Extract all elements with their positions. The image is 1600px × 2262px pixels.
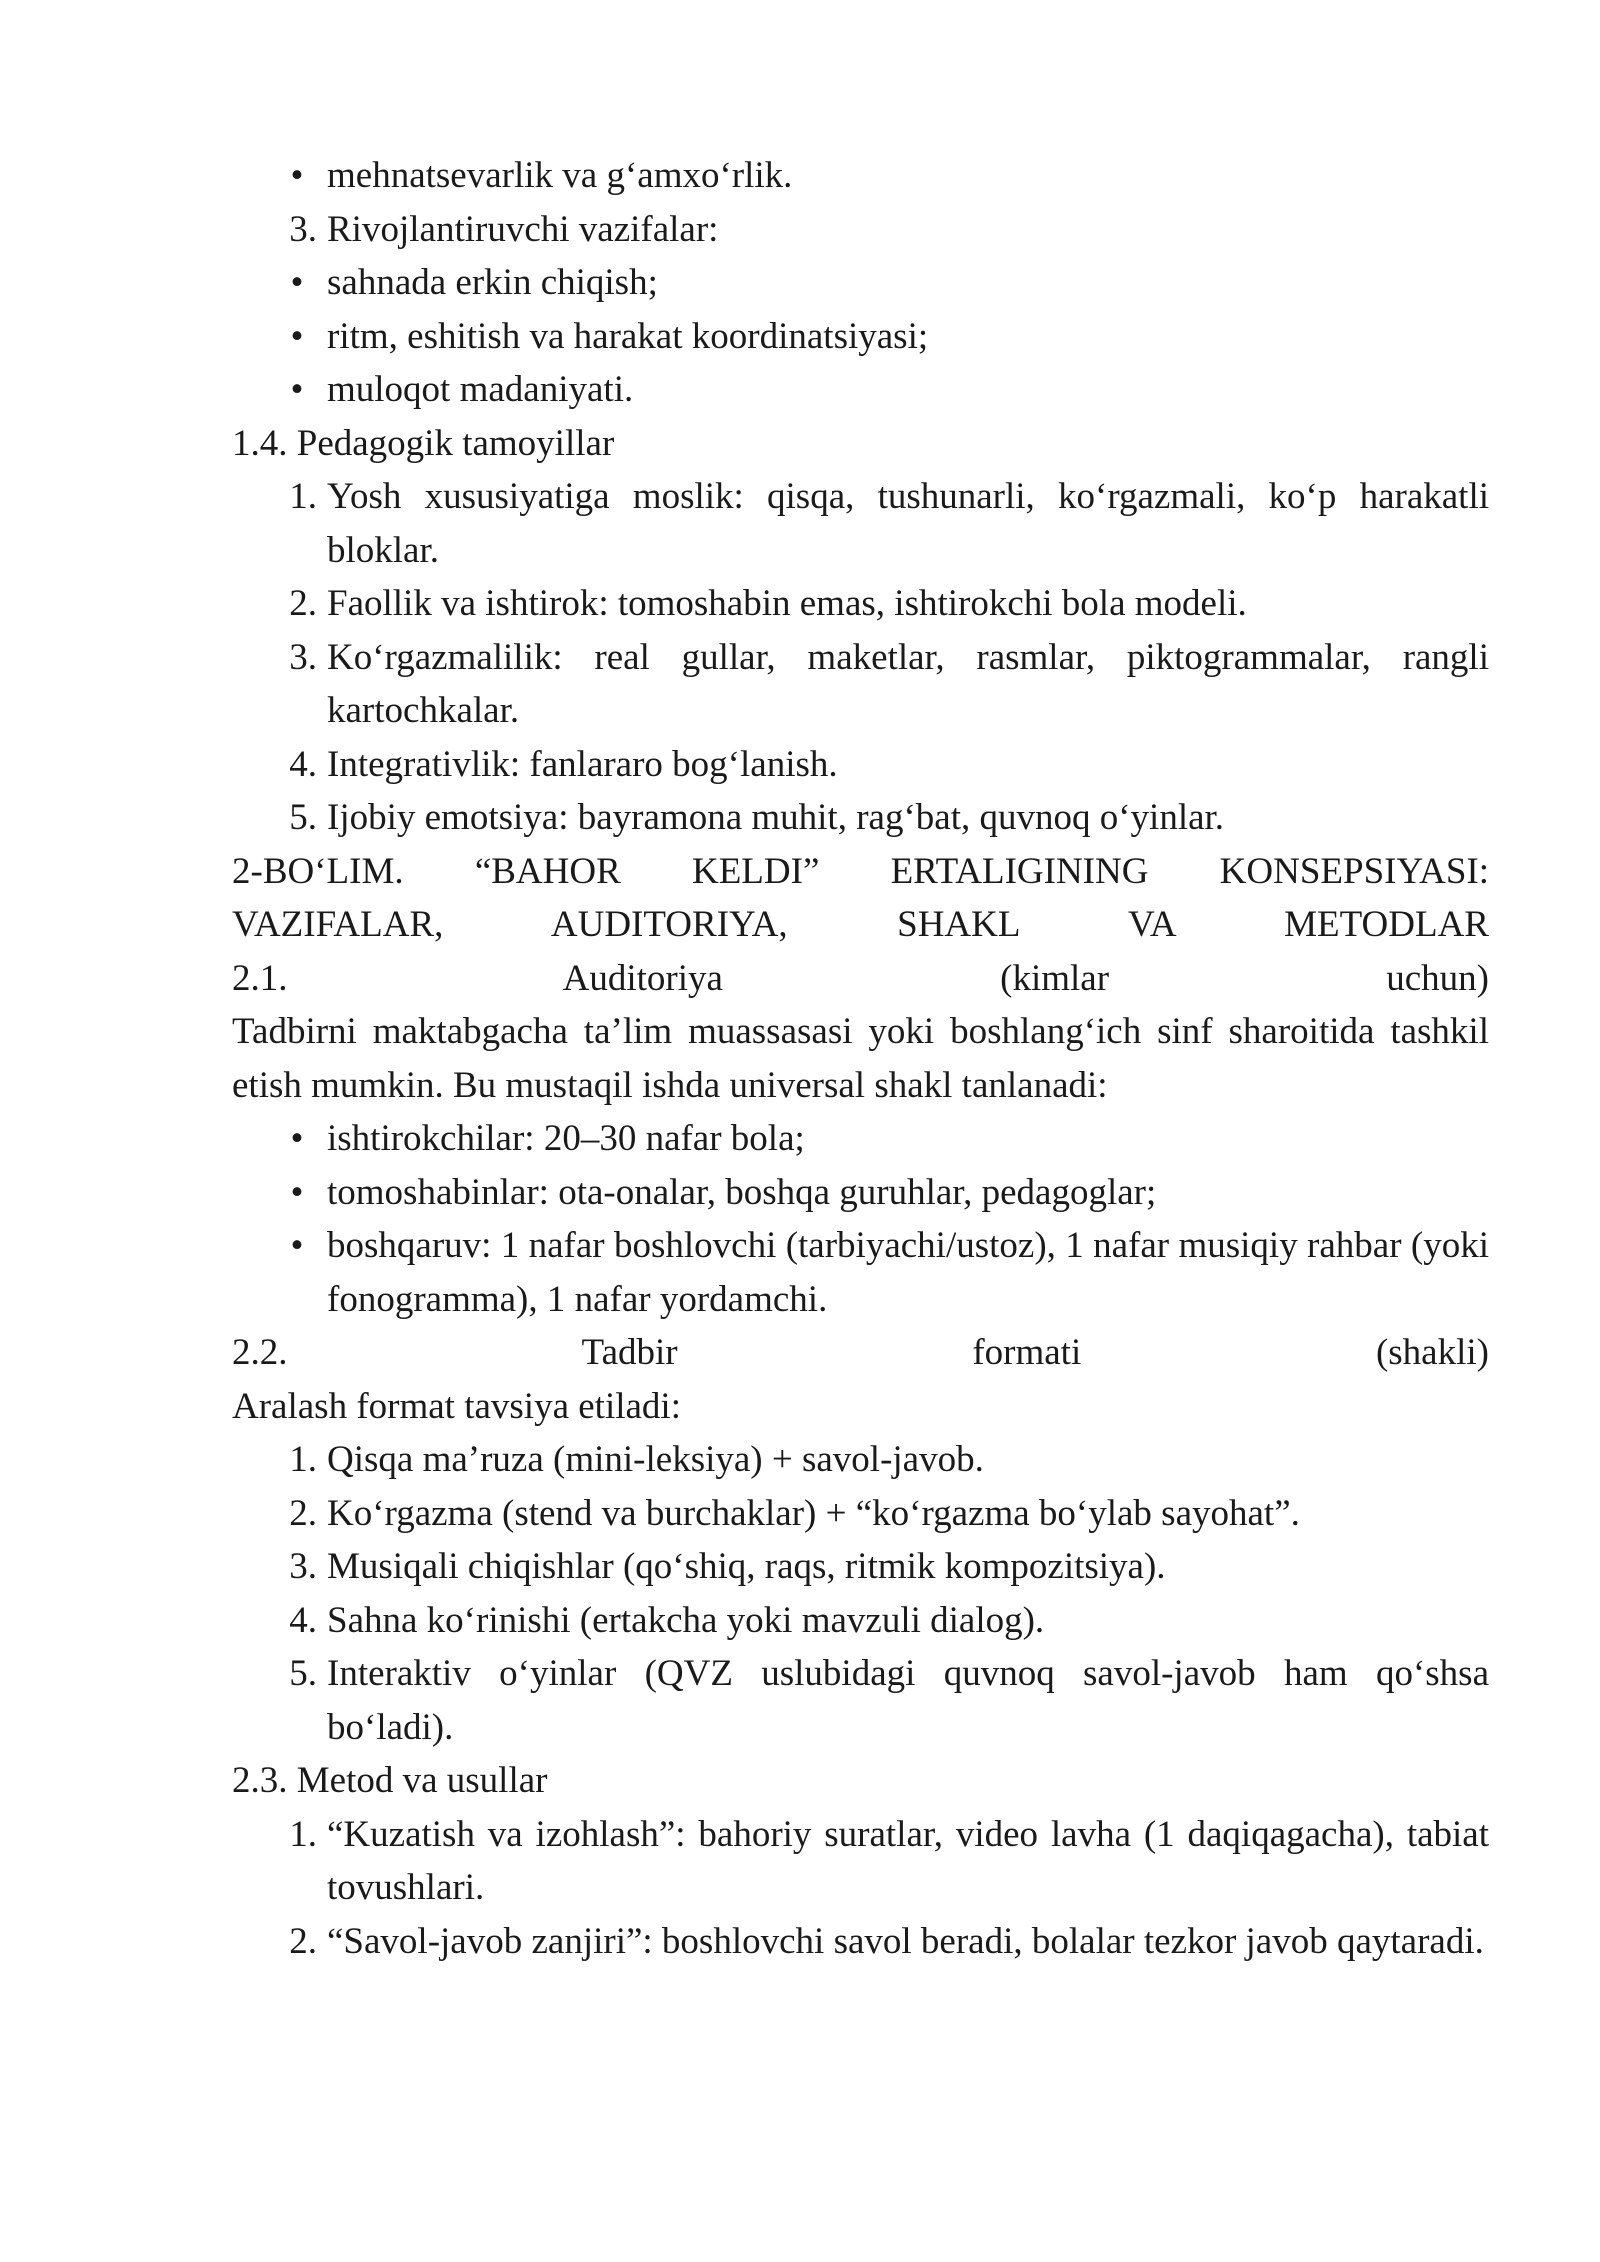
- list-item: [232, 1433, 1489, 1487]
- section-heading: 2.2. Tadbir formati (shakli): [232, 1332, 1489, 1373]
- list-item: [232, 203, 1489, 257]
- paragraph: Aralash format tavsiya etiladi:: [232, 1385, 681, 1427]
- list-number: 2.: [289, 1492, 317, 1534]
- list-number: 5.: [289, 797, 317, 838]
- chapter-title-line-1: 2-BO‘LIM. “BAHOR KELDI” ERTALIGINING KONSEPSIYASI:: [232, 850, 1489, 892]
- bullet-marker: •: [290, 369, 304, 410]
- list-item-text: Ijobiy emotsiya: bayramona muhit, rag‘bat, quvnoq o‘yinlar.: [327, 797, 1225, 838]
- list-item: [232, 256, 1489, 310]
- list-item: [232, 791, 1489, 845]
- list-item: [232, 1112, 1489, 1166]
- list-item-text: “Kuzatish va izohlash”: bahoriy suratlar, video lavha (1 daqiqagacha), tabiat tovushlari.: [327, 1813, 1489, 1908]
- list-item-text: ishtirokchilar: 20–30 nafar bola;: [327, 1118, 805, 1159]
- bullet-marker: •: [290, 1118, 304, 1159]
- list-item-text: boshqaruv: 1 nafar boshlovchi (tarbiyachi/ustoz), 1 nafar musiqiy rahbar (yoki fonogramma), 1 nafar yordamchi.: [327, 1225, 1489, 1320]
- list-number: 5.: [289, 1653, 317, 1694]
- list-number: 3.: [289, 1546, 317, 1587]
- section-heading: 2.1. Auditoriya (kimlar uchun): [232, 957, 1489, 999]
- bullet-marker: •: [290, 262, 304, 303]
- list-item-text: ritm, eshitish va harakat koordinatsiyasi;: [327, 315, 929, 357]
- list-item: [232, 1219, 1489, 1326]
- list-number: 4.: [289, 1599, 317, 1641]
- list-item: [232, 1915, 1489, 1969]
- list-number: 1.: [289, 1813, 317, 1855]
- list-item-text: Interaktiv o‘yinlar (QVZ uslubidagi quvnoq savol-javob ham qo‘shsa bo‘ladi).: [327, 1653, 1489, 1748]
- bullet-marker: •: [290, 315, 304, 357]
- list-item: [232, 149, 1489, 203]
- list-item: [232, 1594, 1489, 1648]
- paragraph: Tadbirni maktabgacha ta’lim muassasasi yoki boshlang‘ich sinf sharoitida tashkil etish mumkin. Bu mustaqil ishda universal shakl tanlanadi:: [232, 1011, 1489, 1106]
- list-number: 1.: [289, 476, 317, 517]
- list-item: [232, 470, 1489, 577]
- list-item: [232, 631, 1489, 738]
- list-item-text: Musiqali chiqishlar (qo‘shiq, raqs, ritmik kompozitsiya).: [327, 1546, 1166, 1587]
- list-item-text: Rivojlantiruvchi vazifalar:: [327, 208, 719, 250]
- list-item-text: Ko‘rgazmalilik: real gullar, maketlar, rasmlar, piktogrammalar, rangli kartochkalar.: [327, 636, 1489, 731]
- section-heading: 2.3. Metod va usullar: [232, 1760, 548, 1801]
- list-item-text: Yosh xususiyatiga moslik: qisqa, tushunarli, ko‘rgazmali, ko‘p harakatli bloklar.: [327, 476, 1489, 571]
- list-number: 3.: [289, 208, 317, 250]
- list-item-text: Sahna ko‘rinishi (ertakcha yoki mavzuli dialog).: [327, 1599, 1045, 1641]
- chapter-title-line-2: VAZIFALAR, AUDITORIYA, SHAKL VA METODLAR: [232, 904, 1489, 945]
- list-item-text: “Savol-javob zanjiri”: boshlovchi savol beradi, bolalar tezkor javob qaytaradi.: [327, 1920, 1484, 1962]
- list-item-text: Faollik va ishtirok: tomoshabin emas, ishtirokchi bola modeli.: [327, 583, 1247, 624]
- list-item: [232, 1808, 1489, 1915]
- list-number: 2.: [289, 1920, 317, 1962]
- list-item: [232, 363, 1489, 417]
- list-item-text: muloqot madaniyati.: [327, 369, 634, 410]
- bullet-marker: •: [290, 1225, 304, 1266]
- list-item: [232, 738, 1489, 792]
- list-item-text: tomoshabinlar: ota-onalar, boshqa guruhlar, pedagoglar;: [327, 1171, 1157, 1213]
- bullet-marker: •: [290, 1171, 304, 1213]
- list-item: [232, 1540, 1489, 1594]
- document-body: [232, 149, 1489, 1968]
- list-item: [232, 1487, 1489, 1541]
- list-item-text: mehnatsevarlik va g‘amxo‘rlik.: [327, 155, 793, 196]
- section-heading: 1.4. Pedagogik tamoyillar: [232, 422, 615, 464]
- list-number: 4.: [289, 743, 317, 785]
- list-item-text: Ko‘rgazma (stend va burchaklar) + “ko‘rgazma bo‘ylab sayohat”.: [327, 1492, 1300, 1534]
- list-item-text: Integrativlik: fanlararo bog‘lanish.: [327, 743, 838, 785]
- list-item: [232, 1166, 1489, 1220]
- list-number: 2.: [289, 583, 317, 624]
- list-item-text: Qisqa ma’ruza (mini-leksiya) + savol-javob.: [327, 1439, 984, 1480]
- bullet-marker: •: [290, 155, 304, 196]
- list-number: 1.: [289, 1439, 317, 1480]
- list-item: [232, 310, 1489, 364]
- list-item: [232, 1647, 1489, 1754]
- list-item-text: sahnada erkin chiqish;: [327, 262, 658, 303]
- list-number: 3.: [289, 636, 317, 678]
- list-item: [232, 577, 1489, 631]
